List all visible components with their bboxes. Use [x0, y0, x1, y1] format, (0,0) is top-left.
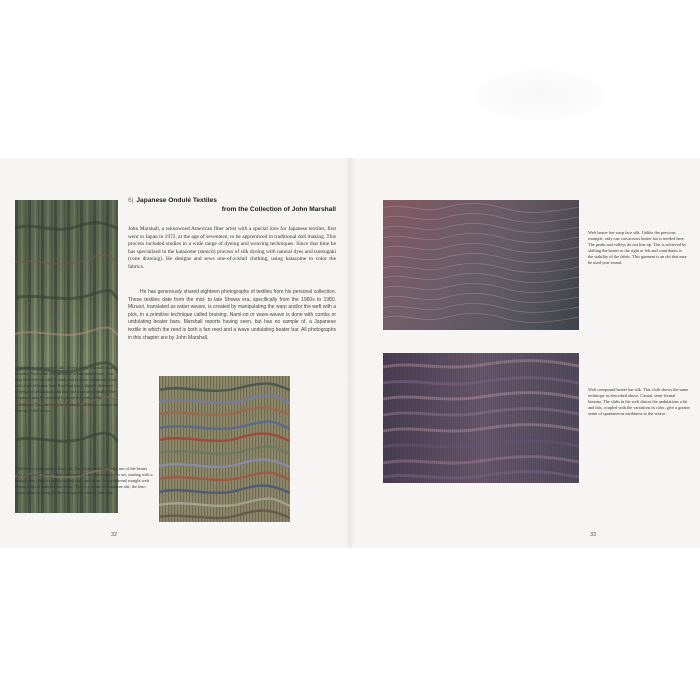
caption-plaid-kimono: Weft beater manipulated silk. A very fancy, but still casual kimono. Notice the eccentricities in the undulations. This may be achieved with a comb, but is more commonly done with a set of beater bars. Each bar has a slightly different severity of undulation, and they are used sequentially. The sequence may be reversed to move the peak of the undulation. The bars may be gradually shifted to change the line-up of the waves. [15, 365, 119, 413]
collection-paragraph: He has generously shared eighteen photographs of textiles from his personal collection. These textiles date from the mid- to late Showa era, specifically from the 1960s to 1980. Mizuori, translated as water weave, is created by manipulating the warp and/or the weft with a pick, in a primitive technique called bruising. Nami-ori or wave-weave is done with combs or undulating beater bars. Marshall reports having seen, but has no sample of, a Japanese textile in which the reed is both a fan reed and a wave undulating beater bar. All photographs in this chapter are by John Marshall. [128, 289, 336, 341]
right-page [350, 158, 700, 548]
warp-face-silk-photo [383, 200, 579, 330]
bast-silk-photo [159, 376, 290, 522]
heading-line-1: Japanese Ondulé Textiles [136, 197, 217, 204]
intro-paragraph: John Marshall, a reknowned American fiber artist with a special love for Japanese textiles, first went to Japan in 1972, at the age of seventeen, to be apprenticed in traditional doll making. This process included studies in a wide range of dyeing and weaving techniques. Since that time he has specialized in the katazome (stencil) process of silk dyeing with natural dyes and tsutsugaki (cone drawing). He designs and sews one-of-a-kind clothing, using katazome to color the fabrics. [128, 226, 336, 270]
page-number-left: 32 [111, 532, 118, 538]
caption-warp-face-silk: Weft beater bar warp face silk. Unlike the previous example, only one curvaceous beater bar is needed here. The peaks and valleys do not line up. This is achieved by shifting the beater to the right or left and contributes to the stability of the fabric. This garment is an obi that may be used year-round. [588, 230, 687, 266]
caption-compound-silk: Weft compound beater bar silk. This cloth shows the same technique as described above. Casual, semi-formal kimono. The slubs in the weft distort the undulations a bit and this, coupled with the variations in color, give a greater sense of spontaneous earthiness to the weave. [588, 387, 690, 417]
compound-silk-photo [383, 353, 579, 483]
heading-line-2: from the Collection of John Marshall [221, 206, 336, 213]
left-page [0, 158, 350, 548]
chapter-heading [128, 196, 336, 214]
caption-bast-silk: Weft beater manipulated bast silk. This is an example of the use of the beater bars described above. There only needs to be five bars in this set, starting with a straight one, then a slightly curved one, and so on. An occasional straight weft thread helps to stabilize the fabric. This is a detail of a summer obi; the leno weave helps to keep the threads spaced without beaming. [15, 466, 153, 496]
section-number: 6| [128, 197, 134, 204]
scan-smudge [475, 70, 605, 120]
page-number-right: 33 [590, 532, 597, 538]
book-spread [0, 158, 700, 548]
